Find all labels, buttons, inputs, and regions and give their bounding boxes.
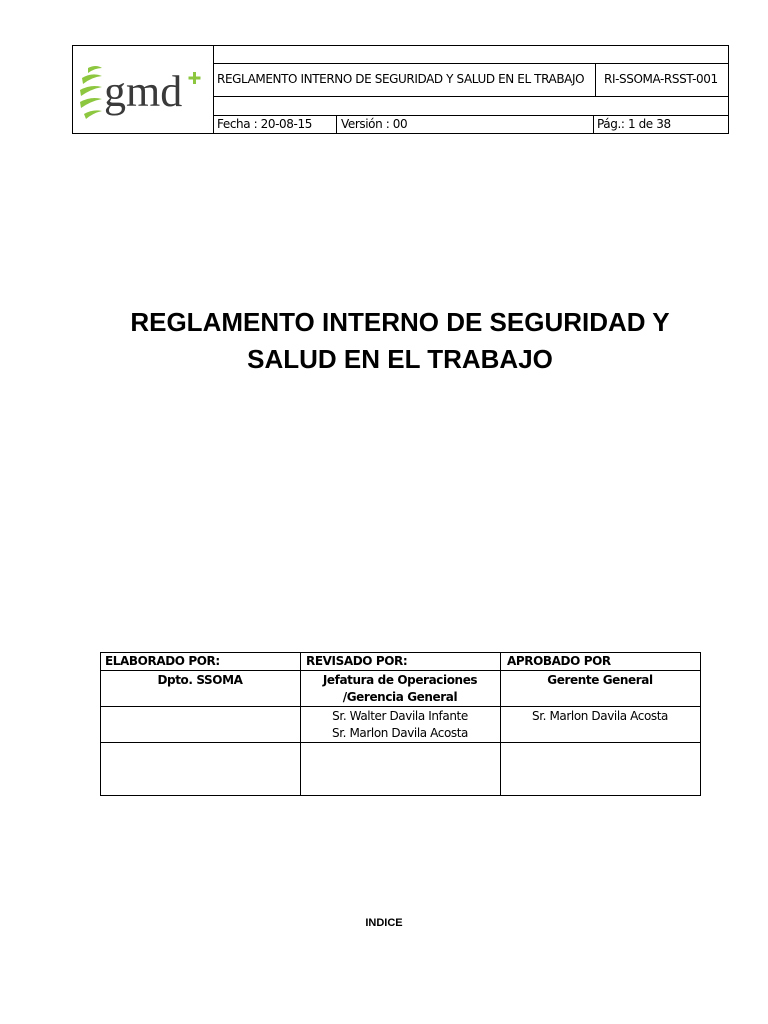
header-page-number: Pág.: 1 de 38 [597,117,671,131]
header-divider [593,115,594,134]
gmd-logo-icon [78,62,208,124]
elaborado-role: Dpto. SSOMA [157,673,243,687]
header-document-title: REGLAMENTO INTERNO DE SEGURIDAD Y SALUD EN EL TRABAJO [217,72,585,86]
table-header-elaborado: ELABORADO POR: [105,654,220,668]
index-heading: INDICE [365,917,403,929]
table-divider [100,706,701,707]
table-divider [100,670,701,671]
header-divider [213,63,729,64]
company-logo [78,62,208,124]
table-divider [100,742,701,743]
table-header-aprobado: APROBADO POR [507,654,611,668]
header-divider [213,115,729,116]
revisado-role-line-1: Jefatura de Operaciones [322,673,478,687]
aprobado-name: Sr. Marlon Davila Acosta [532,709,668,723]
aprobado-role: Gerente General [547,673,653,687]
header-document-code: RI-SSOMA-RSST-001 [604,72,718,86]
revisado-role-line-2: /Gerencia General [342,690,458,704]
page-title-line-1: REGLAMENTO INTERNO DE SEGURIDAD Y [130,307,670,337]
header-divider [595,63,596,96]
page-title-line-2: SALUD EN EL TRABAJO [247,344,553,374]
header-date: Fecha : 20-08-15 [217,117,312,131]
revisado-name-2: Sr. Marlon Davila Acosta [332,726,468,740]
header-version: Versión : 00 [341,117,408,131]
table-header-revisado: REVISADO POR: [306,654,408,668]
header-divider [213,96,729,97]
header-divider [213,45,214,134]
revisado-name-1: Sr. Walter Davila Infante [332,709,468,723]
header-divider [336,115,337,134]
svg-text:gmd: gmd [104,67,183,116]
